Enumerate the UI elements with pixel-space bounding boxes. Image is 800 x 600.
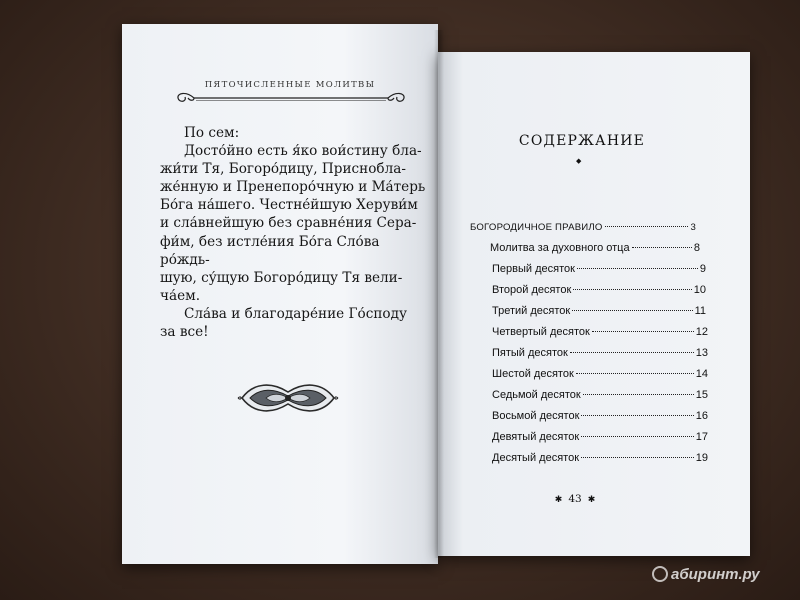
toc-entry-page: 9 (699, 263, 706, 275)
toc-entry-label: Первый десяток (492, 263, 575, 275)
toc-leader-dots (583, 394, 694, 395)
toc-entry-page: 16 (695, 410, 708, 422)
toc-leader-dots (576, 373, 694, 374)
page-number (530, 493, 620, 505)
toc-entry-page: 12 (695, 326, 708, 338)
text-line: жи́ти Тя, Богоро́дицу, Присноблa- (160, 161, 406, 178)
toc-entry-label: Десятый десяток (492, 452, 580, 464)
toc-entry-label: Второй десяток (492, 284, 572, 296)
toc-entry-page: 13 (695, 347, 708, 359)
text-line: же́нную и Пренепоро́чную и Ма́терь (160, 179, 426, 196)
toc-entry (492, 263, 706, 283)
toc-entry (492, 284, 706, 304)
toc-entry-label: Девятый десяток (492, 431, 580, 443)
watermark-text: абиринт.ру (671, 566, 760, 583)
toc-entry-page: 14 (695, 368, 708, 380)
toc-entry (470, 222, 696, 242)
text-line: фи́м, без истле́ния Бо́га Сло́ва ро́ждь- (160, 233, 380, 268)
toc-entry-label: Шестой десяток (492, 368, 574, 380)
toc-entry-page: 19 (695, 452, 708, 464)
watermark (652, 566, 760, 583)
labyrinth-logo-icon (652, 566, 668, 582)
toc-entry (492, 347, 708, 367)
toc-entry-page: 10 (693, 284, 706, 296)
toc-entry (492, 431, 708, 451)
text-line: и сла́внейшую без сравне́ния Сера- (160, 215, 417, 232)
star-icon: ✱ (587, 495, 596, 505)
toc-entry-label: Третий десяток (492, 305, 571, 317)
book-gutter (434, 30, 444, 558)
text-line: шую, су́щую Богоро́дицу Тя вели- (160, 269, 403, 286)
toc-leader-dots (581, 415, 693, 416)
contents-title: СОДЕРЖАНИЕ (518, 133, 646, 149)
toc-leader-dots (572, 310, 692, 311)
text-line: за все! (160, 324, 209, 341)
toc-leader-dots (581, 436, 694, 437)
toc-entry-label: БОГОРОДИЧНОЕ ПРАВИЛО (470, 222, 603, 233)
toc-leader-dots (605, 226, 689, 227)
toc-entry-page: 3 (690, 222, 696, 233)
toc-leader-dots (581, 457, 694, 458)
toc-entry-label: Четвертый десяток (492, 326, 590, 338)
toc-entry (492, 452, 708, 472)
toc-entry (492, 326, 708, 346)
text-line: Бо́га на́шего. Честне́йшую Херуви́м (160, 197, 418, 214)
running-head: ПЯТОЧИСЛЕННЫЕ МОЛИТВЫ (204, 80, 376, 90)
toc-entry-label: Седьмой десяток (492, 389, 581, 401)
toc-leader-dots (570, 352, 694, 353)
text-line: По сем: (184, 125, 240, 141)
toc-entry (490, 242, 700, 262)
prayer-text (160, 124, 432, 341)
text-line: Досто́йно есть я́ко вои́стину бла- (184, 143, 422, 160)
toc-entry (492, 368, 708, 388)
toc-entry (492, 305, 706, 325)
page-number-value: 43 (568, 493, 582, 505)
toc-entry (492, 389, 708, 409)
toc-leader-dots (592, 331, 694, 332)
title-diamond-icon: ◆ (576, 157, 582, 165)
vignette-ornament (236, 378, 340, 418)
toc-entry-page: 15 (695, 389, 708, 401)
toc-leader-dots (632, 247, 692, 248)
toc-entry (492, 410, 708, 430)
text-line: Сла́ва и благодаре́ние Го́споду (184, 305, 407, 322)
toc-entry-label: Восьмой десяток (492, 410, 580, 422)
toc-leader-dots (573, 289, 691, 290)
toc-entry-page: 17 (695, 431, 708, 443)
toc-leader-dots (577, 268, 698, 269)
toc-entry-label: Молитва за духовного отца (490, 242, 630, 254)
toc-entry-label: Пятый десяток (492, 347, 568, 359)
toc-entry-page: 11 (694, 305, 706, 317)
right-page (438, 52, 750, 556)
star-icon: ✱ (554, 495, 563, 505)
text-line: ча́ем. (160, 287, 201, 304)
header-rule-ornament (174, 90, 408, 106)
toc-entry-page: 8 (693, 242, 700, 254)
